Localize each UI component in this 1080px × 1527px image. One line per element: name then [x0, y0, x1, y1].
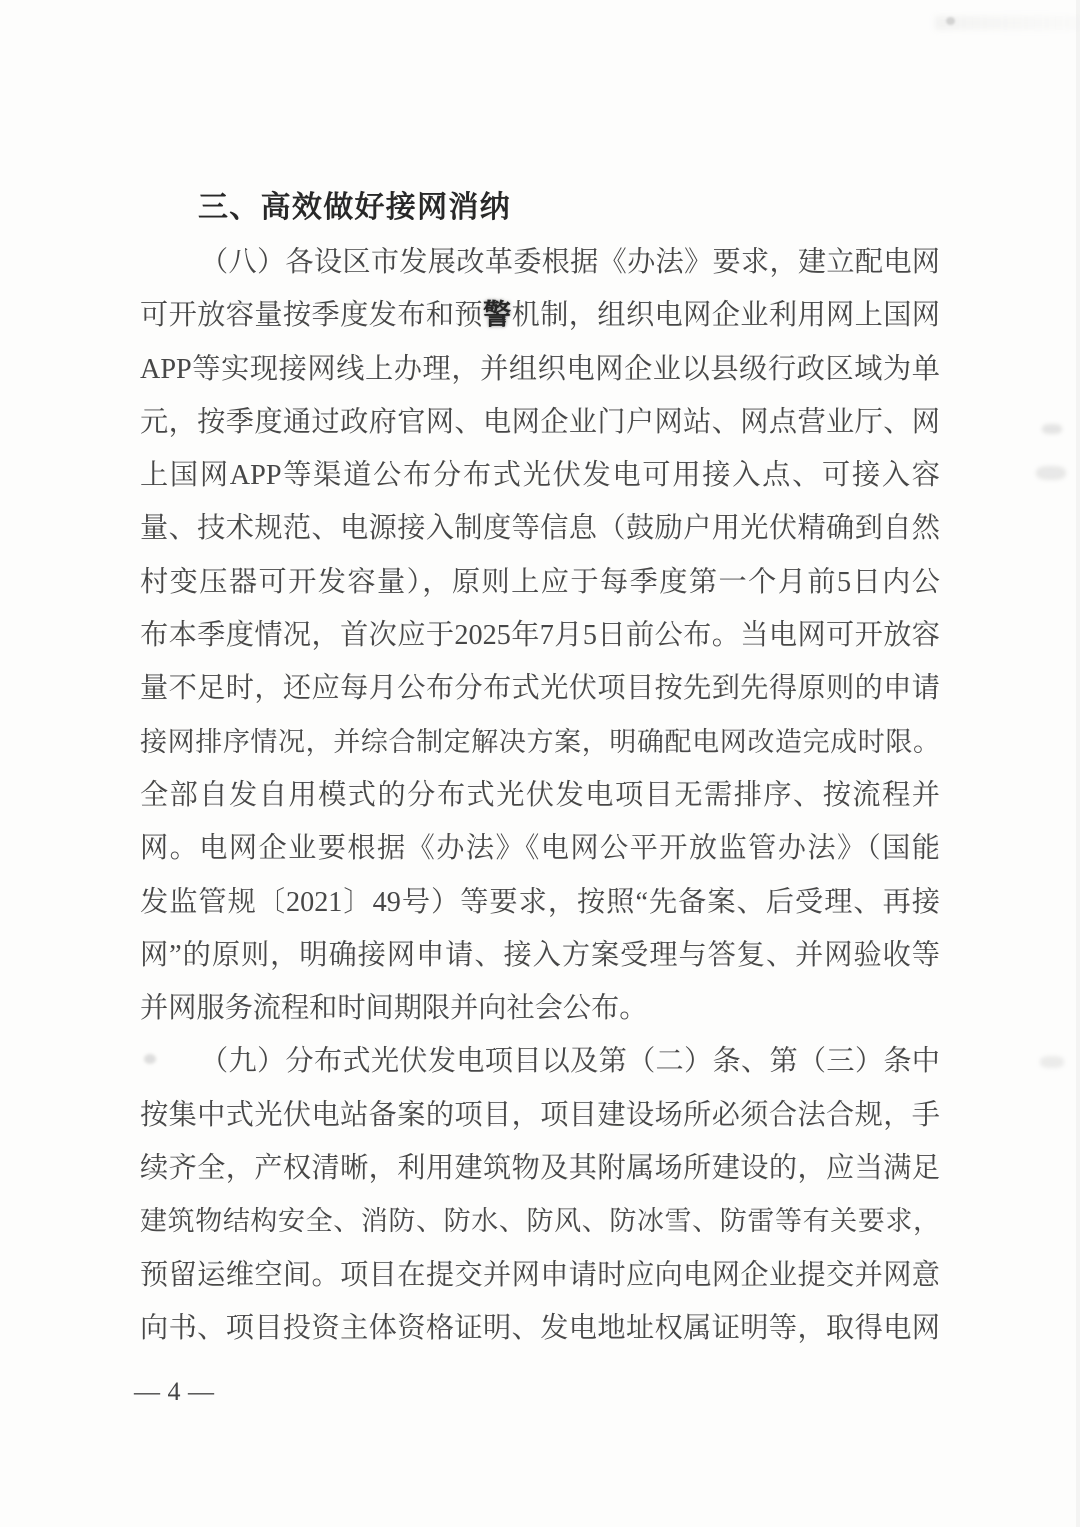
text-line: [140, 449, 940, 502]
text-line: [140, 343, 940, 396]
text-segment: （八）各设区市发展改革委根据《办法》要求，建立配电网: [200, 247, 940, 278]
text-segment: 网。电网企业要根据《办法》《电网公平开放监管办法》（国能: [140, 833, 940, 865]
text-segment: 量、技术规范、电源接入制度等信息（鼓励户用光伏精确到自然: [140, 513, 940, 545]
text-line: [140, 929, 940, 982]
text-line: [140, 1302, 940, 1355]
text-line: [140, 396, 940, 449]
text-segment: 村变压器可开发容量），原则上应于每季度第一个月前5日内公: [140, 566, 940, 598]
scan-mark-right-1: [1042, 424, 1062, 434]
document-body: [140, 0, 940, 1355]
text-segment: 网”的原则，明确接网申请、接入方案受理与答复、并网验收等: [140, 939, 940, 971]
text-segment: 量不足时，还应每月公布分布式光伏项目按先到先得原则的申请: [140, 673, 940, 705]
text-segment: 发监管规〔2021〕49号）等要求，按照“先备案、后受理、再接: [140, 886, 940, 918]
paragraphs-container: [140, 236, 940, 1355]
text-line: [140, 609, 940, 662]
text-line: [140, 662, 940, 715]
text-segment: 并网服务流程和时间期限并向社会公布。: [140, 993, 648, 1025]
text-line: [140, 236, 940, 289]
text-segment: 元，按季度通过政府官网、电网企业门户网站、网点营业厅、网: [140, 406, 940, 438]
text-segment: （九）分布式光伏发电项目以及第（二）条、第（三）条中: [200, 1046, 940, 1078]
text-line: [140, 1249, 940, 1302]
text-segment: 全部自发自用模式的分布式光伏发电项目无需排序、按流程并: [140, 779, 940, 811]
text-line: [140, 876, 940, 929]
scan-dot-top: [946, 17, 955, 25]
text-line: [140, 1142, 940, 1195]
text-segment: 可开放容量按季度发布和预: [140, 300, 484, 332]
text-line: [140, 289, 940, 342]
text-line: [140, 1089, 940, 1142]
text-segment: 布本季度情况，首次应于2025年7月5日前公布。当电网可开放容: [140, 620, 940, 652]
page-number: — 4 —: [134, 1377, 215, 1406]
text-line: [140, 822, 940, 875]
text-line: [140, 769, 940, 822]
text-segment: 建筑物结构安全、消防、防水、防风、防冰雪、防雷等有关要求，: [140, 1206, 940, 1237]
smudged-character: 警: [483, 300, 512, 332]
text-segment: 机制，组织电网企业利用网上国网: [511, 300, 940, 332]
section-heading: 三、高效做好接网消纳: [198, 190, 511, 225]
text-segment: 接网排序情况，并综合制定解决方案，明确配电网改造完成时限。: [140, 726, 940, 757]
scan-mark-right-3: [1040, 1056, 1064, 1068]
text-segment: 按集中式光伏电站备案的项目，项目建设场所必须合法合规，手: [140, 1099, 940, 1131]
scan-edge-right: [1076, 0, 1080, 1527]
text-line: [140, 716, 940, 769]
scan-mark-right-2: [1036, 466, 1066, 480]
text-line: [140, 1035, 940, 1088]
text-segment: 上国网APP等渠道公布分布式光伏发电可用接入点、可接入容: [140, 460, 940, 492]
scan-smudge-top: [935, 16, 1080, 30]
text-segment: 预留运维空间。项目在提交并网申请时应向电网企业提交并网意: [140, 1259, 940, 1291]
text-line: [140, 502, 940, 555]
text-line: [140, 1195, 940, 1248]
text-line: [140, 556, 940, 609]
text-segment: 续齐全，产权清晰，利用建筑物及其附属场所建设的，应当满足: [140, 1153, 940, 1185]
text-segment: APP等实现接网线上办理，并组织电网企业以县级行政区域为单: [140, 353, 940, 385]
text-line: [140, 982, 940, 1035]
text-segment: 向书、项目投资主体资格证明、发电地址权属证明等，取得电网: [140, 1312, 940, 1344]
